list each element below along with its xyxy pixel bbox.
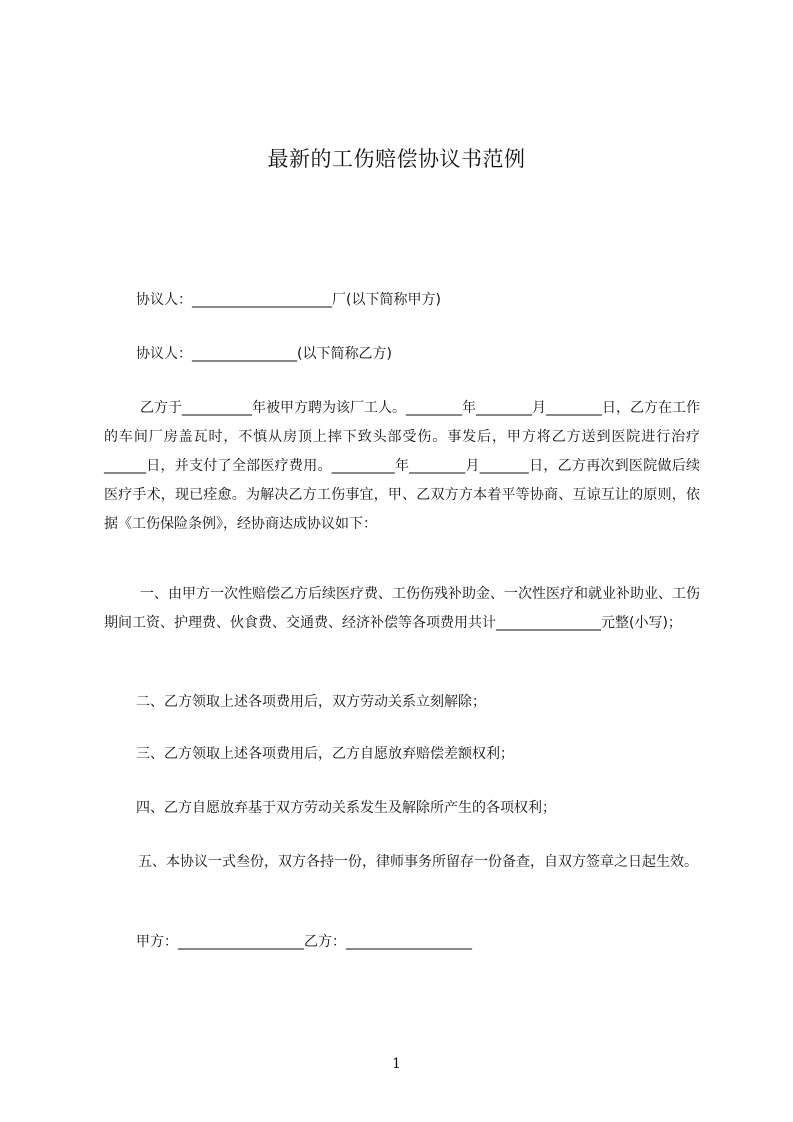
page-number: 1 bbox=[392, 1056, 401, 1072]
party-b-line: 协议人：_______________(以下简称乙方) bbox=[136, 346, 392, 362]
clause-2: 二、乙方领取上述各项费用后，双方劳动关系立刻解除； bbox=[136, 694, 486, 710]
signature-line: 甲方：__________________乙方：__________________ bbox=[136, 934, 472, 950]
intro-paragraph: 乙方于__________年被甲方聘为该厂工人。________年________月________日，乙方在工作的车间厂房盖瓦时，不慎从房顶上摔下致头部受伤。事发后，甲方将乙方送到医院进行治疗______日，并支付了全部医疗费用。_________年________月_______日，乙方再次到医院做后续医疗手术，现已痊愈。为解决乙方工伤事宜，甲、乙双方方本着平等协商、互谅互让的原则，依据《工伤保险条例》，经协商达成协议如下： bbox=[104, 400, 700, 532]
party-a-line: 协议人：____________________厂(以下简称甲方) bbox=[136, 292, 441, 308]
document-title: 最新的工伤赔偿协议书范例 bbox=[267, 147, 526, 171]
clause-1: 一、由甲方一次性赔偿乙方后续医疗费、工伤伤残补助金、一次性医疗和就业补助业、工伤期间工资、护理费、伙食费、交通费、经济补偿等各项费用共计_______________元整(小写)； bbox=[104, 586, 700, 631]
clause-3: 三、乙方领取上述各项费用后，乙方自愿放弃赔偿差额权利； bbox=[136, 746, 514, 762]
clause-4: 四、乙方自愿放弃基于双方劳动关系发生及解除所产生的各项权利； bbox=[136, 800, 556, 816]
clause-5: 五、本协议一式叁份，双方各持一份，律师事务所留存一份备查，自双方签章之日起生效。 bbox=[138, 854, 698, 870]
